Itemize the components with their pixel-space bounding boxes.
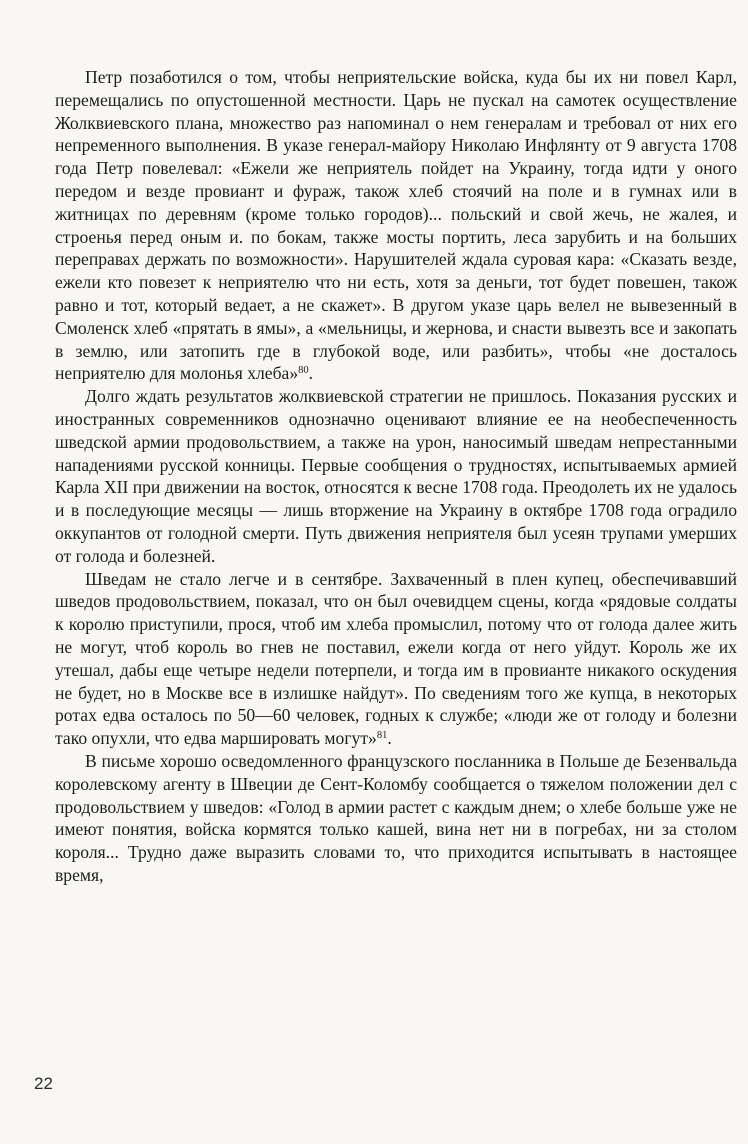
paragraph-2 xyxy=(55,385,737,567)
page-number: 22 xyxy=(34,1074,53,1093)
paragraph-4-text: В письме хорошо осведомленного французского посланника в Польше де Безенвальда королевскому агенту в Швеции де Сент-Коломбу сообщается о тяжелом положении дел с продовольствием у шведов: «Голод в армии растет с каждым днем; о хлебе больше уже не имеют понятия, войска кормятся только кашей, вина нет ни в погребах, ни за столом короля... Трудно даже выразить словами то, что приходится испытывать в настоящее время, xyxy=(55,750,737,885)
paragraph-4 xyxy=(55,750,737,887)
paragraph-1-text: Петр позаботился о том, чтобы неприятельские войска, куда бы их ни повел Карл, перемещались по опустошенной местности. Царь не пускал на самотек осуществление Жолквиевского плана, множество раз напоминал о нем генералам и требовал от них его непременного выполнения. В указе генерал-майору Николаю Инфлянту от 9 августа 1708 года Петр повелевал: «Ежели же неприятель пойдет на Украину, тогда идти у оного передом и везде провиант и фураж, також хлеб стоячий на поле и в гумнах или в житницах по деревням (кроме только городов)... польский и свой жечь, не жалея, и строенья перед оным и. по бокам, также мосты портить, леса зарубить и на больших переправах держать по возможности». Нарушителей ждала суровая кара: «Сказать везде, ежели кто повезет к неприятелю что ни есть, хотя за деньги, тот будет повешен, також равно и тот, который ведает, а не скажет». В другом указе царь велел не вывезенный в Смоленск хлеб «прятать в ямы», а «мельницы, и жернова, и снасти вывезть все и закопать в землю, или затопить где в глубокой воде, или разбить», чтобы «не досталось неприятелю для молонья хлеба» xyxy=(55,67,737,384)
paragraph-1: Петр позаботился о том, чтобы неприятельские войска, куда бы их ни повел Карл, перемещались по опустошенной местности. Царь не пускал на самотек осуществление Жолквиевского плана, множество раз напоминал о нем генералам и требовал от них его непременного выполнения. В указе генерал-майору Николаю Инфлянту от 9 августа 1708 года Петр повелевал: «Ежели же неприятель пойдет на Украину, тогда идти у оного передом и везде провиант и фураж, також хлеб стоячий на поле и в гумнах или в житницах по деревням (кроме только городов)... польский и свой жечь, не жалея, и строенья перед оным и. по бокам, также мосты портить, леса зарубить и на больших переправах держать по возможности». Нарушителей ждала суровая кара: «Сказать везде, ежели кто повезет к неприятелю что ни есть, хотя за деньги, тот будет повешен, також равно и тот, который ведает, а не скажет». В другом указе царь велел не вывезенный в Смоленск хлеб «прятать в ямы», а «мельницы, и жернова, и снасти вывезть все и закопать в землю, или затопить где в глубокой воде, или разбить», чтобы «не досталось неприятелю для молонья хлеба»$^{80}$. xyxy=(55,67,737,384)
paragraph-2-text: Долго ждать результатов жолквиевской стратегии не пришлось. Показания русских и иностранных современников однозначно оценивают влияние ее на необеспеченность шведской армии продовольствием, а также на урон, наносимый шведам непрестанными нападениями русской конницы. Первые сообщения о трудностях, испытываемых армией Карла XII при движении на восток, относятся к весне 1708 года. Преодолеть их не удалось и в последующие месяцы — лишь вторжение на Украину в октябре 1708 года оградило оккупантов от голодной смерти. Путь движения неприятеля был усеян трупами умерших от голода и болезней. xyxy=(55,386,737,566)
body-text xyxy=(55,66,737,887)
paragraph-3: Шведам не стало легче и в сентябре. Захваченный в плен купец, обеспечивавший шведов продовольствием, показал, что он был очевидцем сцены, когда «рядовые солдаты к королю приступили, прося, чтоб им хлеба промыслил, потому что от голода далее жить не могут, чтоб король во гнев не поставил, ежели когда от него уйдут. Король же их утешал, дабы еще четыре недели потерпели, и тогда им в провианте никакого оскудения не будет, но в Москве все в излишке найдут». По сведениям того же купца, в некоторых ротах едва осталось по 50—60 человек, годных к службе; «люди же от голоду и болезни тако опухли, что едва маршировать могут»$^{81}$. xyxy=(55,568,737,749)
footnote-ref-81: 81 xyxy=(376,730,388,742)
paragraph-3-text: Шведам не стало легче и в сентябре. Захваченный в плен купец, обеспечивавший шведов продовольствием, показал, что он был очевидцем сцены, когда «рядовые солдаты к королю приступили, прося, чтоб им хлеба промыслил, потому что от голода далее жить не могут, чтоб король во гнев не поставил, ежели когда от него уйдут. Король же их утешал, дабы еще четыре недели потерпели, и тогда им в провианте никакого оскудения не будет, но в Москве все в излишке найдут». По сведениям того же купца, в некоторых ротах едва осталось по 50—60 человек, годных к службе; «люди же от голоду и болезни тако опухли, что едва маршировать могут» xyxy=(55,568,737,749)
footnote-ref-80: 80 xyxy=(298,365,309,377)
